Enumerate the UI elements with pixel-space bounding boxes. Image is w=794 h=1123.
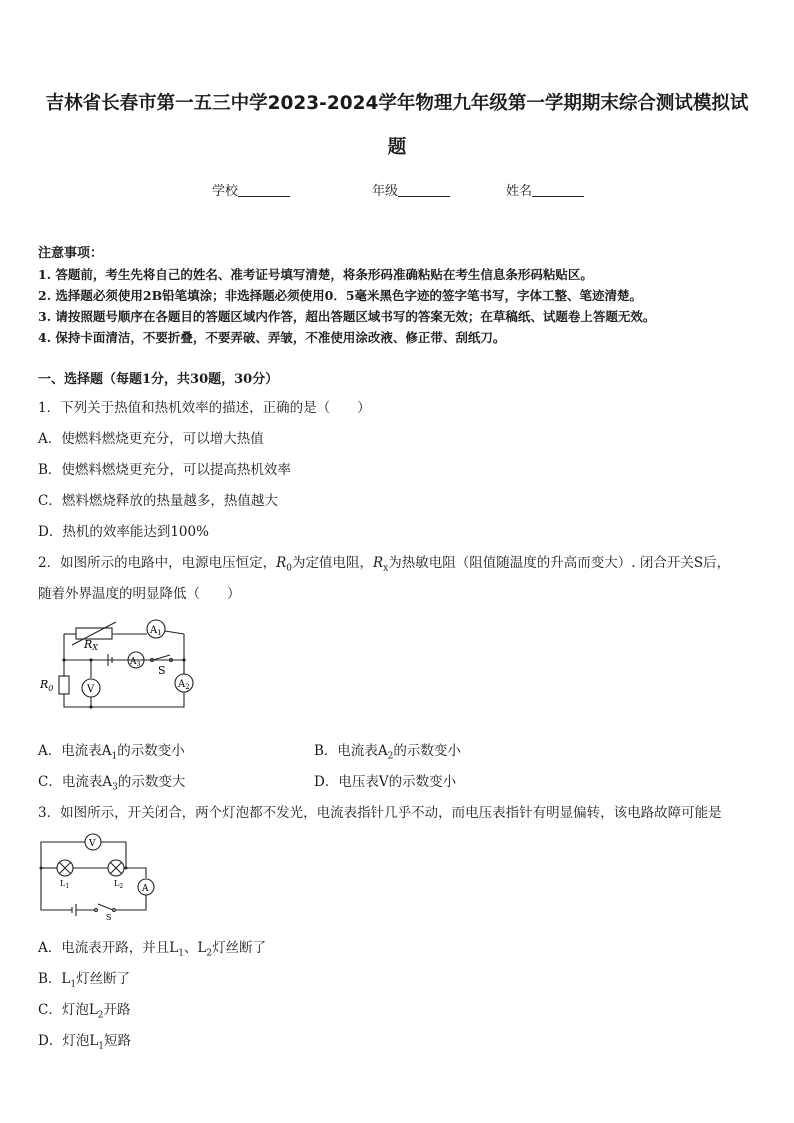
title-line-2: 题 — [387, 137, 407, 158]
q3-stem: 3．如图所示，开关闭合，两个灯泡都不发光，电流表指针几乎不动，而电压表指针有明显偏转，该电路故障可能是 — [38, 805, 722, 821]
q2-option-d[interactable]: D．电压表V的示数变小 — [314, 774, 457, 790]
q1-option-c[interactable]: C．燃料燃烧释放的热量越多，热值越大 — [38, 493, 278, 509]
school-field[interactable]: 学校 — [212, 180, 290, 199]
q1-option-a[interactable]: A．使燃料燃烧更充分，可以增大热值 — [38, 431, 264, 447]
notice-item: 2. 选择题必须使用2B铅笔填涂；非选择题必须使用0．5毫米黑色字迹的签字笔书写，字体工整、笔迹清楚。 — [38, 288, 643, 303]
svg-text:A: A — [142, 884, 149, 894]
svg-text:A3: $A_3$ — [130, 657, 141, 668]
svg-text:A2: $A_2$ — [178, 679, 190, 691]
q2-stem: 2．如图所示的电路中，电源电压恒定，$R_0$为定值电阻，$R_x$为热敏电阻（阻值随温度的升高而变大）. 闭合开关S后， — [38, 555, 731, 574]
svg-text:A1: $A_1$ — [150, 625, 162, 637]
svg-text:L2: $L_2$ — [114, 879, 124, 890]
svg-text:RX: RX — [84, 638, 98, 652]
grade-field[interactable]: 年级 — [372, 180, 450, 199]
svg-text:S: S — [106, 913, 112, 922]
q2-stem-continued: 随着外界温度的明显降低（ ） — [38, 586, 241, 602]
q1-option-d[interactable]: D．热机的效率能达到100% — [38, 524, 209, 540]
svg-text:S: S — [158, 664, 166, 677]
q2-option-c[interactable]: C．电流表$A_3$的示数变大 — [38, 774, 186, 793]
q1-option-b[interactable]: B．使燃料燃烧更充分，可以提高热机效率 — [38, 462, 291, 478]
svg-text:V: V — [89, 839, 96, 849]
q2-option-a[interactable]: A．电流表$A_1$的示数变小 — [38, 743, 185, 762]
title-line-1: 吉林省长春市第一五三中学2023-2024学年物理九年级第一学期期末综合测试模拟试 — [45, 93, 749, 114]
notice-heading: 注意事项： — [38, 246, 104, 261]
q3-option-b[interactable]: B．$L_1$灯丝断了 — [38, 971, 131, 990]
q3-circuit-diagram — [36, 830, 166, 922]
notice-item: 3. 请按照题号顺序在各题目的答题区域内作答，超出答题区域书写的答案无效；在草稿纸、试题卷上答题无效。 — [38, 309, 656, 324]
q3-option-c[interactable]: C．灯泡$L_2$开路 — [38, 1002, 131, 1021]
q3-option-a[interactable]: A．电流表开路，并且$L_1$、$L_2$灯丝断了 — [38, 940, 267, 959]
q2-option-b[interactable]: B．电流表$A_2$的示数变小 — [314, 743, 461, 762]
name-field[interactable]: 姓名 — [506, 180, 584, 199]
svg-text:L1: $L_1$ — [60, 879, 70, 890]
q2-circuit-diagram — [36, 612, 206, 718]
svg-text:V: V — [87, 684, 95, 695]
section-heading: 一、选择题（每题1分，共30题，30分） — [38, 372, 279, 387]
notice-item: 1. 答题前，考生先将自己的姓名、准考证号填写清楚，将条形码准确粘贴在考生信息条形码粘贴区。 — [38, 267, 593, 282]
svg-text:R0: $R_0$ — [40, 678, 54, 693]
notice-item: 4. 保持卡面清洁，不要折叠，不要弄破、弄皱，不准使用涂改液、修正带、刮纸刀。 — [38, 330, 506, 345]
q3-option-d[interactable]: D．灯泡$L_1$短路 — [38, 1033, 132, 1052]
document-title — [30, 82, 764, 170]
q1-stem: 1．下列关于热值和热机效率的描述，正确的是（ ） — [38, 400, 371, 416]
